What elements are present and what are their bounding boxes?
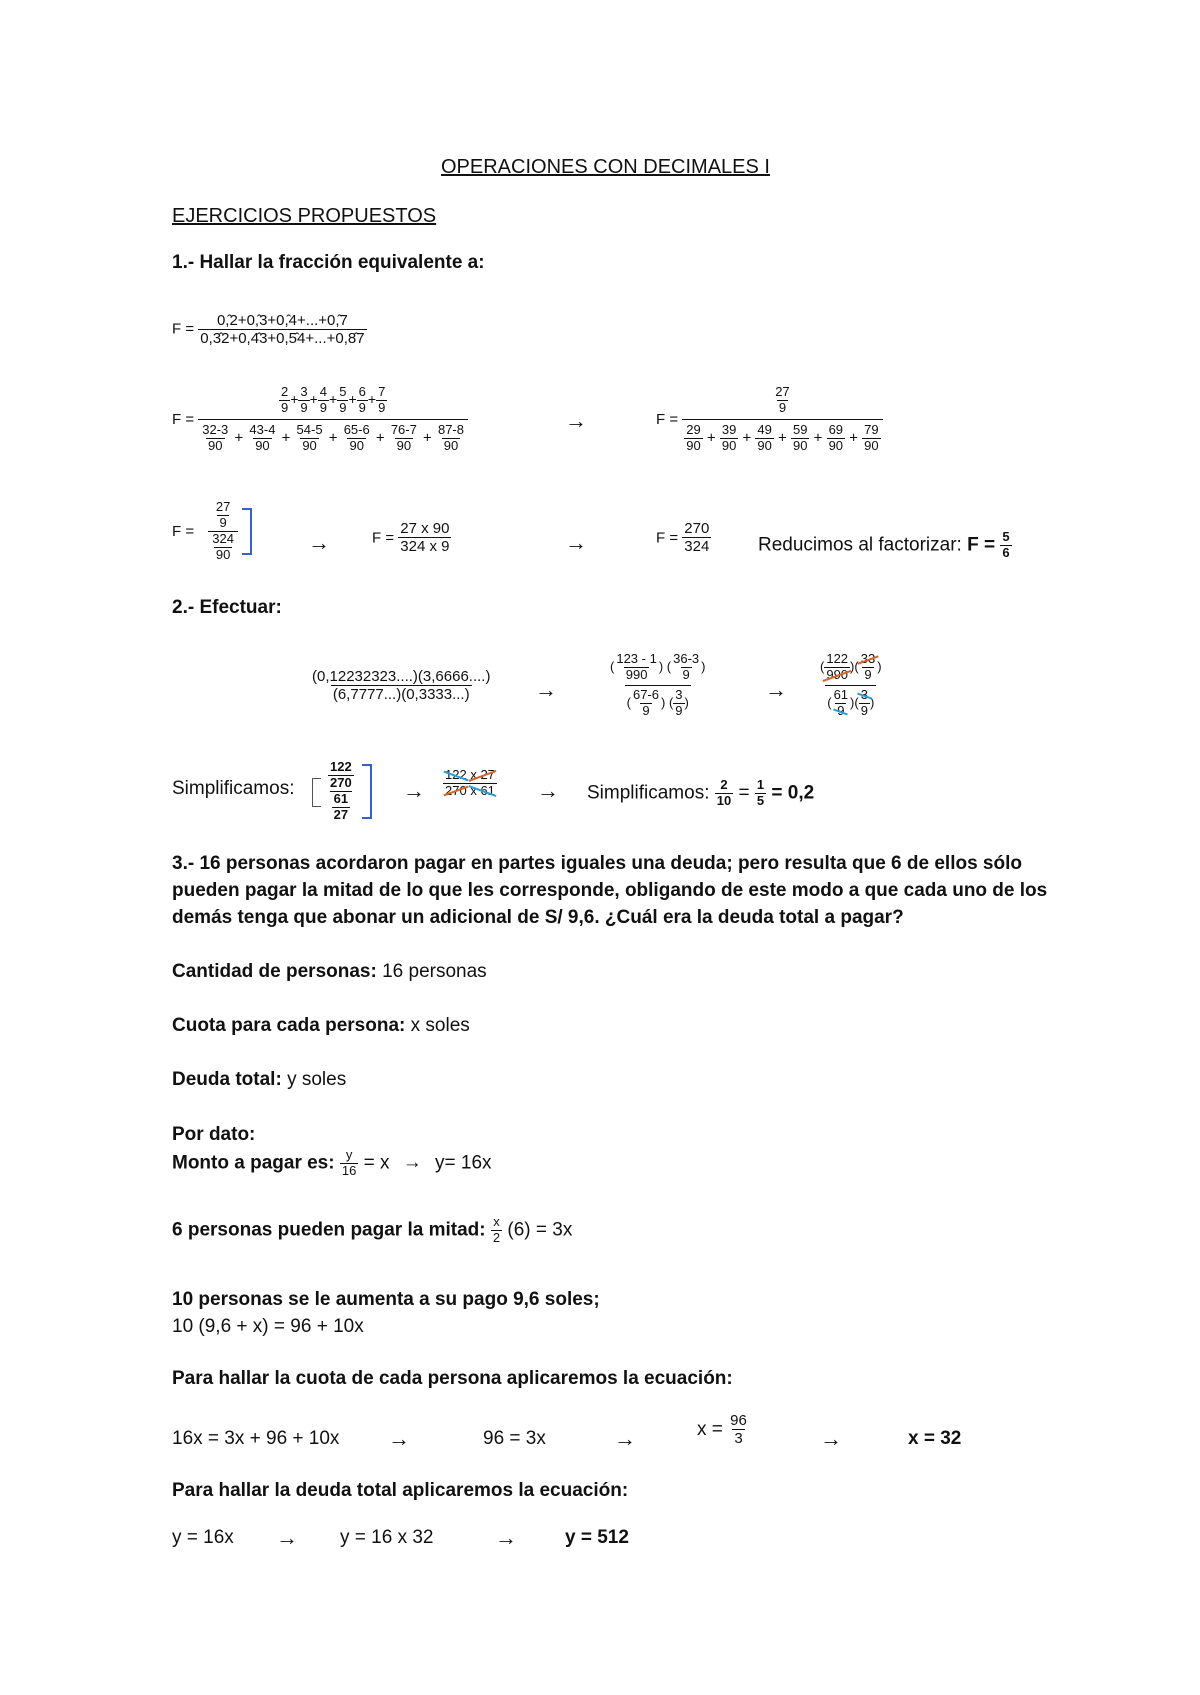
- simplify-expr: $\frac{122 x 27}{270 x 61}$: [445, 767, 495, 798]
- f-lhs: F =: [172, 522, 195, 540]
- eq-d2: y = 16 x 32: [340, 1527, 434, 1548]
- arrow-icon: →: [495, 1525, 517, 1550]
- eq-d1: y = 16x: [172, 1527, 234, 1548]
- fraction-4: F = $\frac{\frac{27}{9}}{\frac{324}{90}}$: [172, 500, 252, 563]
- eq-c3: x = $\frac{96}{3}$: [697, 1412, 747, 1448]
- arrow-icon: →: [765, 677, 787, 702]
- f-lhs: F =: [172, 320, 195, 338]
- eq-c2: 96 = 3x: [483, 1428, 546, 1449]
- cantidad-line: Cantidad de personas: 16 personas: [172, 961, 487, 982]
- deuda-eq-label: Para hallar la deuda total aplicaremos la ecuación:: [172, 1480, 629, 1501]
- fraction-1: [172, 312, 367, 348]
- fraction-5: F = $\frac{27 x 90}{324 x 9}$: [372, 520, 450, 556]
- exercise-3-line-1: 3.- 16 personas acordaron pagar en partes iguales una deuda; pero resulta que 6 de ellos sólo: [172, 853, 1022, 874]
- arrow-icon: →: [537, 778, 559, 803]
- fraction-2: [172, 385, 468, 454]
- exercise-3-line-2: pueden pagar la mitad de lo que les corresponde, obligando de este modo a que cada uno de los: [172, 880, 1048, 901]
- reduce-line: Reducimos al factorizar: F = $\frac{5}{6}$: [758, 529, 1010, 560]
- arrow-icon: →: [308, 530, 330, 555]
- por-dato: Por dato:: [172, 1124, 256, 1145]
- f1-denominator: 0,3̂2+0,4̂3+0,5̂4+...+0,8̂7: [200, 330, 365, 348]
- eq-c1: 16x = 3x + 96 + 10x: [172, 1428, 340, 1449]
- arrow-icon: →: [403, 778, 425, 803]
- seis-line: 6 personas pueden pagar la mitad: $\frac{x}{2}$ (6) = 3x: [172, 1214, 573, 1245]
- arrow-icon: →: [565, 408, 587, 433]
- f2-numerator: $\frac{2}{9}$ + $\frac{3}{9}$ + $\frac{4}{9}$ + $\frac{5}{9}$ + $\frac{6}{9}$ + $\frac{7}{9}$: [280, 384, 386, 415]
- fraction-6: F = $\frac{270}{324}$: [656, 520, 710, 556]
- f2-denominator: $\frac{32-3}{90}$ + $\frac{43-4}{90}$ + $\frac{54-5}{90}$ + $\frac{65-6}{90}$ + $\frac{76-7}{90}$ + $\frac{87-8}{90}$: [198, 419, 468, 454]
- cuota-line: Cuota para cada persona: x soles: [172, 1015, 470, 1036]
- cuota-eq-label: Para hallar la cuota de cada persona aplicaremos la ecuación:: [172, 1368, 733, 1389]
- fraction-3: F = $\frac{27}{9}$ $\frac{29}{90}$ + $\frac{39}{90}$ + $\frac{49}{90}$ + $\frac{59}{90}$ + $\frac{69}{90}$ + $\frac{79}{90}$: [656, 385, 883, 454]
- f-lhs: F =: [172, 410, 195, 428]
- arrow-icon: →: [565, 530, 587, 555]
- arrow-icon: →: [388, 1426, 410, 1451]
- section-heading: EJERCICIOS PROPUESTOS: [172, 205, 437, 227]
- monto-line: Monto a pagar es: $\frac{y}{16}$ = x → y= 16x: [172, 1147, 492, 1178]
- simplify-label: Simplificamos:: [172, 778, 295, 799]
- eq-d3: y = 512: [565, 1527, 629, 1548]
- page-title: OPERACIONES CON DECIMALES I: [441, 156, 770, 178]
- arrow-icon: →: [614, 1426, 636, 1451]
- f-lhs: F =: [656, 410, 679, 428]
- expr-2: ( $\frac{123 - 1}{990}$ ) ( $\frac{36-3}{9}$ ) ( $\frac{67-6}{9}$ ) ( $\frac{3}{9}$ ): [610, 651, 706, 718]
- eq-c4: x = 32: [908, 1428, 962, 1449]
- arrow-icon: →: [276, 1525, 298, 1550]
- expr-3: ( $\frac{122}{990}$ )( $\frac{33}{9}$ ) ( $\frac{61}{9}$ )( $\frac{3}{9}$ ): [820, 651, 882, 718]
- simplify-bracket: $\frac{\frac{122}{270}}{\frac{61}{27}}$: [312, 760, 372, 823]
- exercise-2-label: 2.- Efectuar:: [172, 597, 282, 618]
- arrow-icon: →: [820, 1426, 842, 1451]
- exercise-3-line-3: demás tenga que abonar un adicional de S/ 9,6. ¿Cuál era la deuda total a pagar?: [172, 907, 904, 928]
- exercise-1-label: 1.- Hallar la fracción equivalente a:: [172, 252, 485, 273]
- diez-eq: 10 (9,6 + x) = 96 + 10x: [172, 1316, 364, 1337]
- arrow-icon: →: [535, 677, 557, 702]
- expr-1: $\frac{(0,12232323....)(3,6666....)}{(6,7777...)(0,3333...)}$: [312, 668, 491, 704]
- deuda-line: Deuda total: y soles: [172, 1069, 347, 1090]
- f1-numerator: 0,̂2+0,̂3+0,̂4+...+0,̂7: [216, 312, 348, 329]
- diez-label: 10 personas se le aumenta a su pago 9,6 soles;: [172, 1289, 600, 1310]
- simplify-result: Simplificamos: $\frac{2}{10}$ = $\frac{1}{5}$ = 0,2: [587, 777, 815, 808]
